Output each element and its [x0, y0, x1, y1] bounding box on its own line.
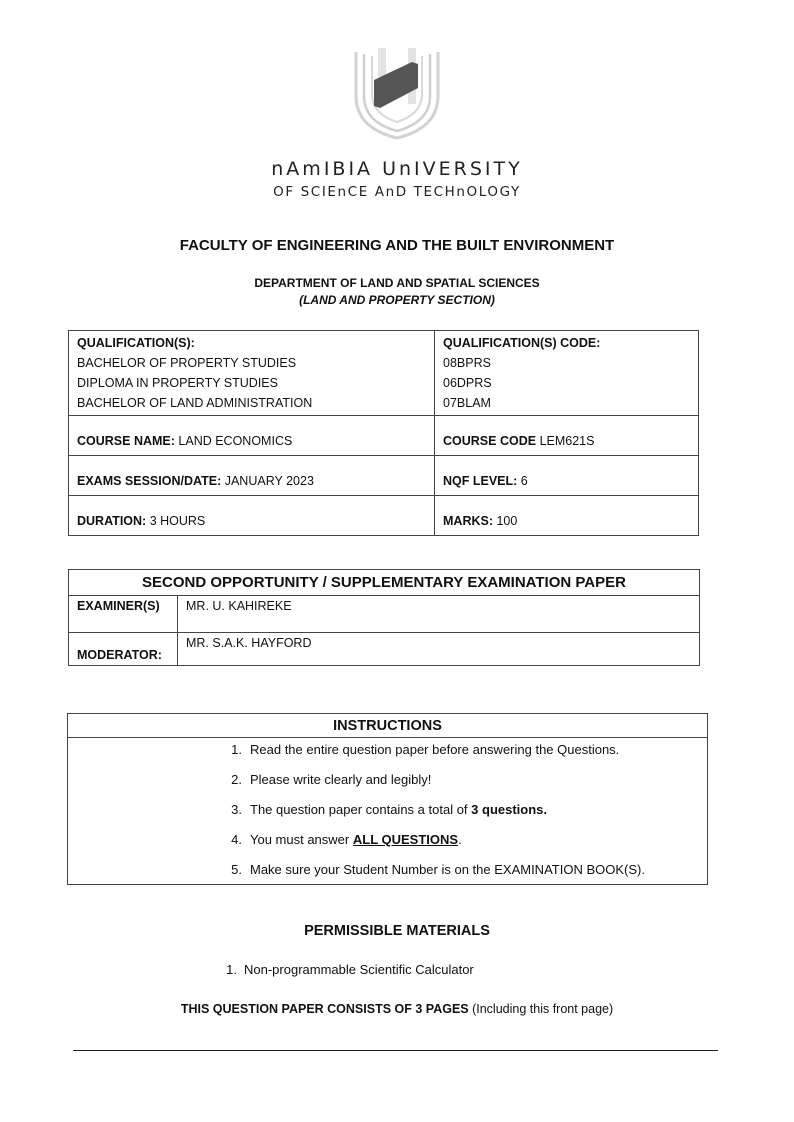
qualification-item: BACHELOR OF LAND ADMINISTRATION: [77, 396, 313, 410]
instructions-title: INSTRUCTIONS: [68, 714, 707, 738]
instruction-item: [220, 798, 645, 828]
marks-label: MARKS:: [443, 514, 493, 528]
qualification-code: 06DPRS: [443, 376, 492, 390]
examiner-row: [69, 596, 700, 633]
examiner-label: EXAMINER(S): [69, 596, 178, 633]
exam-title-row: [69, 570, 700, 596]
university-logo: [352, 44, 442, 140]
moderator-label: MODERATOR:: [69, 633, 178, 666]
qualification-item: DIPLOMA IN PROPERTY STUDIES: [77, 376, 278, 390]
moderator-row: [69, 633, 700, 666]
instructions-list: [220, 738, 645, 888]
instruction-text: Please write clearly and legibly!: [250, 772, 432, 787]
course-name-cell: [69, 416, 435, 456]
session-row: [69, 456, 699, 496]
instruction-number: 2.: [231, 772, 242, 787]
instruction-item: [220, 828, 645, 858]
duration-cell: [69, 496, 435, 536]
course-code-label: COURSE CODE: [443, 434, 537, 448]
exam-paper-title: SECOND OPPORTUNITY / SUPPLEMENTARY EXAMINATION PAPER: [69, 570, 700, 596]
qualification-code-cell: [435, 331, 699, 416]
instruction-text: Make sure your Student Number is on the EXAMINATION BOOK(S).: [250, 862, 645, 877]
duration-row: [69, 496, 699, 536]
qualification-code: 07BLAM: [443, 396, 491, 410]
moderator-name: MR. S.A.K. HAYFORD: [178, 633, 700, 666]
instruction-item: [220, 858, 645, 888]
instruction-emphasis: 3 questions.: [471, 802, 548, 817]
marks-value: 100: [496, 514, 518, 528]
nqf-cell: [435, 456, 699, 496]
qualification-code-label: QUALIFICATION(S) CODE:: [443, 336, 601, 350]
nqf-value: 6: [520, 474, 528, 488]
session-cell: [69, 456, 435, 496]
session-label: EXAMS SESSION/DATE:: [77, 474, 222, 488]
course-row: [69, 416, 699, 456]
university-subtitle: OF SCIEnCE AnD TECHnOLOGY: [273, 184, 521, 200]
session-value: JANUARY 2023: [224, 474, 314, 488]
examiner-table: [68, 569, 700, 666]
permissible-number: 1.: [226, 962, 237, 977]
permissible-item: [219, 962, 474, 977]
instruction-number: 3.: [231, 802, 242, 817]
instruction-number: 5.: [231, 862, 242, 877]
course-code-cell: [435, 416, 699, 456]
department-title: DEPARTMENT OF LAND AND SPATIAL SCIENCES: [254, 276, 540, 290]
logo-emblem-icon: [352, 44, 442, 140]
instruction-number: 4.: [231, 832, 242, 847]
university-name: nAmIBIA UnIVERSITY: [271, 158, 523, 180]
qualification-table: [68, 330, 699, 536]
instruction-number: 1.: [231, 742, 242, 757]
qualification-row: [69, 331, 699, 416]
qualification-label: QUALIFICATION(S):: [77, 336, 195, 350]
qualification-code: 08BPRS: [443, 356, 491, 370]
instruction-item: [220, 738, 645, 768]
qualification-item: BACHELOR OF PROPERTY STUDIES: [77, 356, 297, 370]
course-code: LEM621S: [539, 434, 595, 448]
page-count-detail: (Including this front page): [468, 1002, 614, 1016]
course-name: LAND ECONOMICS: [178, 434, 293, 448]
duration-value: 3 HOURS: [149, 514, 206, 528]
faculty-title: FACULTY OF ENGINEERING AND THE BUILT ENVIRONMENT: [179, 237, 615, 254]
course-name-label: COURSE NAME:: [77, 434, 175, 448]
instruction-punctuation: .: [458, 832, 462, 847]
instruction-text: The question paper contains a total of: [250, 802, 472, 817]
examiner-name: MR. U. KAHIREKE: [178, 596, 700, 633]
duration-label: DURATION:: [77, 514, 147, 528]
instruction-text: You must answer: [250, 832, 353, 847]
page-count-bold: THIS QUESTION PAPER CONSISTS OF 3 PAGES: [180, 1002, 469, 1016]
nqf-label: NQF LEVEL:: [443, 474, 518, 488]
instruction-emphasis: ALL QUESTIONS: [352, 832, 459, 847]
permissible-materials-title: PERMISSIBLE MATERIALS: [304, 923, 490, 939]
page-count-note: [0, 1002, 794, 1016]
instructions-box: [67, 713, 708, 885]
marks-cell: [435, 496, 699, 536]
section-title: (LAND AND PROPERTY SECTION): [299, 293, 495, 307]
footer-divider: [73, 1050, 718, 1051]
qualification-cell: [69, 331, 435, 416]
permissible-text: Non-programmable Scientific Calculator: [244, 962, 474, 977]
instruction-text: Read the entire question paper before answering the Questions.: [250, 742, 620, 757]
instruction-item: [220, 768, 645, 798]
